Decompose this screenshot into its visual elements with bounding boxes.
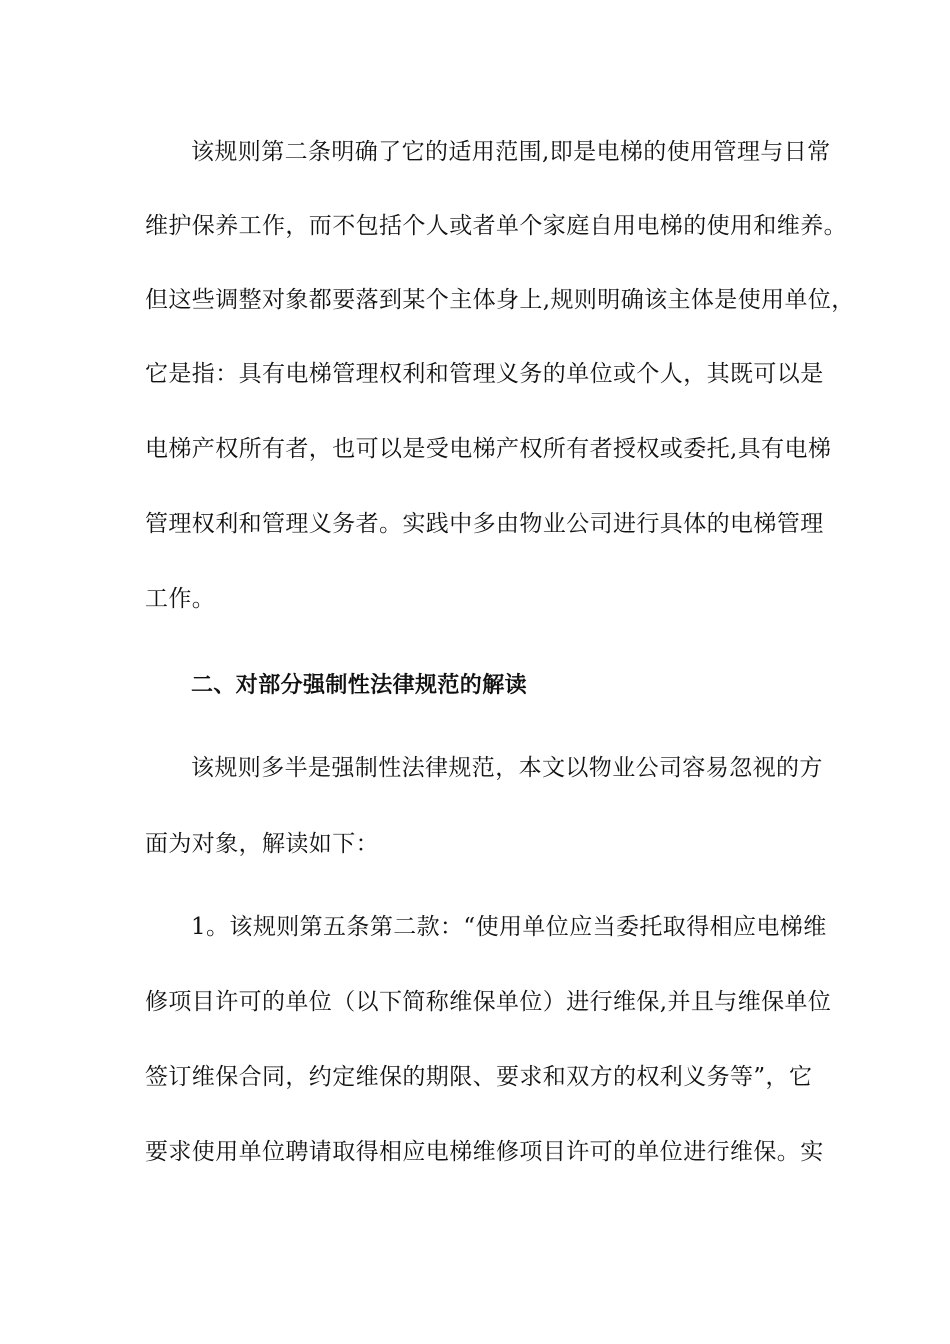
paragraph-1-line-7: 工作。 bbox=[145, 586, 216, 612]
section-heading: 二、对部分强制性法律规范的解读 bbox=[191, 673, 528, 698]
paragraph-3-line-3: 签订维保合同，约定维保的期限、要求和双方的权利义务等”，它 bbox=[145, 1064, 813, 1090]
paragraph-1-line-5: 电梯产权所有者，也可以是受电梯产权所有者授权或委托,具有电梯 bbox=[145, 436, 832, 462]
paragraph-1-line-2: 维护保养工作，而不包括个人或者单个家庭自用电梯的使用和维养。 bbox=[145, 213, 847, 239]
paragraph-1-line-3: 但这些调整对象都要落到某个主体身上,规则明确该主体是使用单位， bbox=[145, 287, 855, 313]
paragraph-1-line-1: 该规则第二条明确了它的适用范围,即是电梯的使用管理与日常 bbox=[191, 139, 831, 165]
paragraph-1-line-4: 它是指：具有电梯管理权利和管理义务的单位或个人，其既可以是 bbox=[145, 361, 824, 387]
paragraph-1-line-6: 管理权利和管理义务者。实践中多由物业公司进行具体的电梯管理 bbox=[145, 511, 824, 537]
paragraph-2-line-2: 面为对象，解读如下： bbox=[145, 831, 379, 857]
paragraph-3-line-4: 要求使用单位聘请取得相应电梯维修项目许可的单位进行维保。实 bbox=[145, 1139, 824, 1165]
paragraph-2-line-1: 该规则多半是强制性法律规范，本文以物业公司容易忽视的方 bbox=[191, 755, 823, 781]
paragraph-3-line-1: 1。该规则第五条第二款：“使用单位应当委托取得相应电梯维 bbox=[191, 914, 827, 940]
paragraph-3-line-2: 修项目许可的单位（以下简称维保单位）进行维保,并且与维保单位 bbox=[145, 989, 832, 1015]
